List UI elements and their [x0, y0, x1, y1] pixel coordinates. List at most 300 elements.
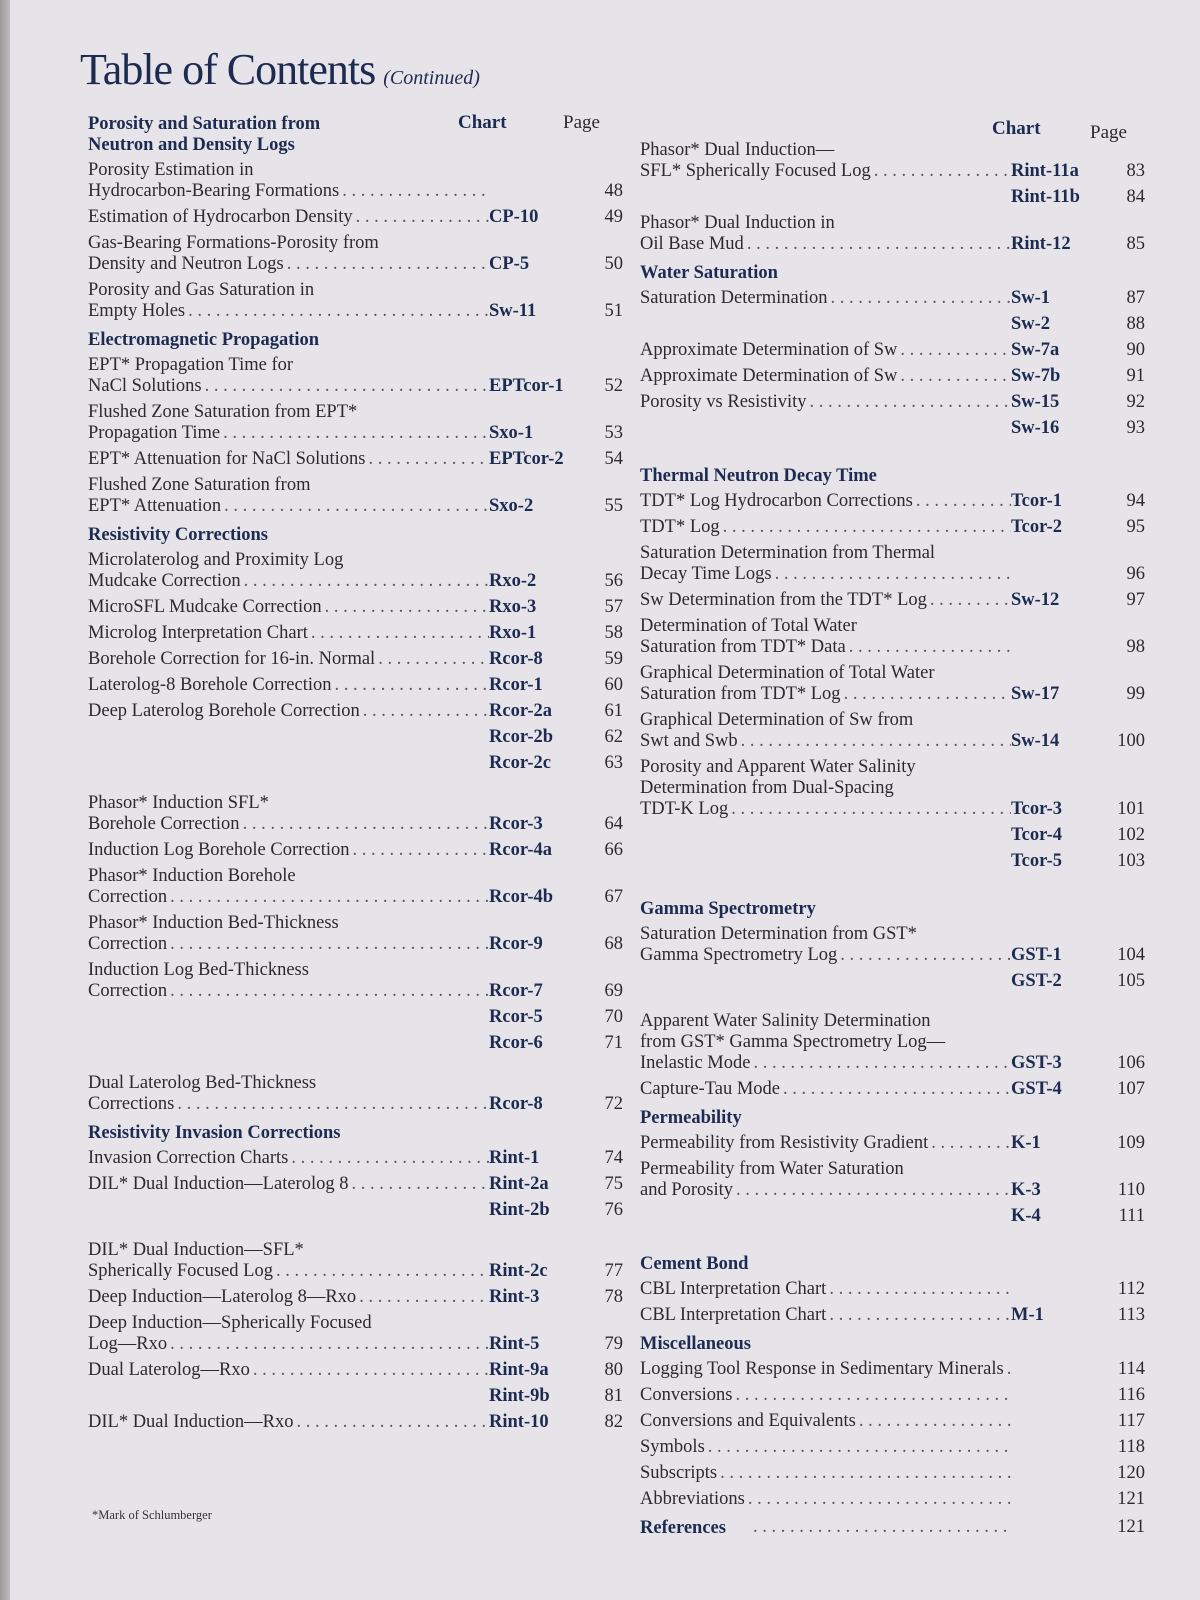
entry-line — [88, 649, 623, 670]
leader-dots — [846, 637, 1011, 658]
entry-title: Oil Base Mud — [640, 234, 744, 254]
chart-code: Rxo-2 — [489, 571, 537, 591]
page-number: 84 — [1126, 187, 1145, 207]
leader-dots — [750, 1053, 1011, 1074]
chart-code: Sw-7a — [1011, 340, 1060, 360]
chart-code: Tcor-1 — [1011, 491, 1063, 511]
leader-dots — [339, 181, 489, 202]
section-heading: Thermal Neutron Decay Time — [640, 466, 877, 486]
toc-entry — [640, 1385, 1145, 1406]
leader-dots — [167, 981, 489, 1002]
toc-entry — [88, 207, 623, 228]
leader-dots — [202, 376, 489, 397]
toc-entry — [88, 1412, 623, 1433]
toc-entry — [88, 866, 623, 908]
chart-code: Rint-9a — [489, 1360, 549, 1380]
page-number: 110 — [1117, 1180, 1145, 1200]
entry-title: DIL* Dual Induction—SFL* — [88, 1240, 304, 1260]
entry-title: Symbols — [640, 1437, 705, 1457]
entry-title: SFL* Spherically Focused Log — [640, 161, 871, 181]
toc-entry — [640, 757, 1145, 820]
toc-entry — [640, 1279, 1145, 1300]
page-number: 94 — [1126, 491, 1145, 511]
page-number: 109 — [1117, 1133, 1145, 1153]
entry-line — [88, 423, 623, 444]
entry-title: Saturation Determination — [640, 288, 828, 308]
chart-code: GST-3 — [1011, 1053, 1062, 1073]
spacer — [640, 877, 1145, 891]
toc-entry — [640, 1011, 1145, 1074]
entry-line — [640, 161, 1145, 182]
toc-left-column — [88, 112, 623, 1438]
entry-title: Phasor* Dual Induction in — [640, 213, 835, 233]
page-number: 71 — [604, 1033, 623, 1053]
chart-code: Rcor-2b — [489, 727, 554, 747]
entry-line — [88, 1073, 623, 1094]
chart-code: Rint-9b — [489, 1386, 550, 1406]
entry-line — [750, 1517, 1145, 1538]
section-heading: Permeability — [640, 1108, 742, 1128]
entry-title: Approximate Determination of Sw — [640, 366, 898, 386]
leader-dots — [733, 1180, 1011, 1201]
entry-line — [88, 701, 623, 722]
entry-title: Logging Tool Response in Sedimentary Minerals — [640, 1359, 1004, 1379]
toc-entry — [640, 213, 1145, 255]
toc-entry-continuation — [88, 727, 623, 748]
entry-title: CBL Interpretation Chart — [640, 1279, 827, 1299]
chart-code: Rcor-5 — [489, 1007, 543, 1027]
entry-line — [88, 1287, 623, 1308]
toc-entry — [640, 340, 1145, 361]
page-number: 56 — [604, 571, 623, 591]
section-heading: Cement Bond — [640, 1254, 749, 1274]
toc-entry-continuation — [640, 418, 1145, 439]
spacer — [640, 997, 1145, 1011]
chart-code: Sw-7b — [1011, 366, 1061, 386]
entry-title: Graphical Determination of Sw from — [640, 710, 914, 730]
chart-code: Rint-3 — [489, 1287, 540, 1307]
entry-title: Borehole Correction for 16-in. Normal — [88, 649, 376, 669]
entry-line — [640, 1053, 1145, 1074]
entry-title: TDT* Log — [640, 517, 720, 537]
page-number: 85 — [1126, 234, 1145, 254]
leader-dots — [284, 254, 489, 275]
chart-code: Rint-11b — [1011, 187, 1080, 207]
entry-line — [88, 1174, 623, 1195]
page-number: 93 — [1126, 418, 1145, 438]
chart-column-header: Chart — [458, 112, 507, 133]
entry-title: Conversions and Equivalents — [640, 1411, 856, 1431]
leader-dots — [897, 340, 1011, 361]
entry-line — [640, 710, 1145, 731]
leader-dots — [705, 1437, 1011, 1458]
entry-line — [640, 1463, 1145, 1484]
page-number: 107 — [1117, 1079, 1145, 1099]
entry-title: Induction Log Borehole Correction — [88, 840, 350, 860]
page-number: 105 — [1117, 971, 1145, 991]
entry-line — [88, 960, 623, 981]
chart-code: K-1 — [1011, 1133, 1041, 1153]
entry-title: Spherically Focused Log — [88, 1261, 273, 1281]
page-number: 114 — [1117, 1359, 1145, 1379]
leader-dots — [828, 288, 1011, 309]
column-header — [640, 112, 1145, 143]
page-number: 57 — [604, 597, 623, 617]
entry-line — [640, 564, 1145, 585]
entry-line — [640, 234, 1145, 255]
chart-code: Rint-5 — [489, 1334, 540, 1354]
page-number: 48 — [604, 181, 623, 201]
spacer — [640, 1232, 1145, 1246]
entry-line — [640, 543, 1145, 564]
leader-dots — [167, 934, 489, 955]
entry-line — [88, 301, 623, 322]
page-number: 58 — [604, 623, 623, 643]
section-heading: Resistivity Invasion Corrections — [88, 1123, 341, 1143]
chart-code: CP-5 — [489, 254, 530, 274]
toc-entry — [88, 1287, 623, 1308]
toc-right-column — [640, 112, 1145, 1543]
entry-line — [640, 616, 1145, 637]
entry-title: Phasor* Induction SFL* — [88, 793, 269, 813]
chart-code: Rcor-9 — [489, 934, 543, 954]
entry-line — [640, 1385, 1145, 1406]
chart-code: M-1 — [1011, 1305, 1044, 1325]
document-page — [10, 0, 1200, 1600]
page-number: 102 — [1117, 825, 1145, 845]
page-number: 103 — [1117, 851, 1145, 871]
entry-line — [88, 1094, 623, 1115]
entry-line — [640, 491, 1145, 512]
entry-title: Porosity and Gas Saturation in — [88, 280, 315, 300]
entry-title: Permeability from Resistivity Gradient — [640, 1133, 929, 1153]
leader-dots — [720, 517, 1011, 538]
toc-entry — [640, 140, 1145, 182]
entry-title: Dual Laterolog Bed-Thickness — [88, 1073, 317, 1093]
entry-line — [640, 140, 1145, 161]
chart-code: Rint-2b — [489, 1200, 550, 1220]
entry-title: Flushed Zone Saturation from EPT* — [88, 402, 358, 422]
entry-title: Borehole Correction — [88, 814, 240, 834]
chart-code: Tcor-5 — [1011, 851, 1063, 871]
chart-code: Sw-17 — [1011, 684, 1060, 704]
entry-title: Saturation Determination from Thermal — [640, 543, 936, 563]
entry-line — [640, 945, 1145, 966]
chart-code: Rcor-8 — [489, 1094, 543, 1114]
leader-dots — [826, 1279, 1011, 1300]
entry-line — [88, 1148, 623, 1169]
chart-code: Sw-2 — [1011, 314, 1051, 334]
leader-dots — [913, 491, 1011, 512]
entry-line — [88, 496, 623, 517]
chart-code: Tcor-3 — [1011, 799, 1063, 819]
entry-title: Flushed Zone Saturation from — [88, 475, 311, 495]
entry-line — [88, 402, 623, 423]
page-number: 75 — [604, 1174, 623, 1194]
entry-line — [88, 913, 623, 934]
title-text: Table of Contents — [80, 45, 376, 94]
page-number: 106 — [1117, 1053, 1145, 1073]
toc-entry — [640, 1079, 1145, 1100]
toc-entry — [640, 288, 1145, 309]
entry-title: TDT* Log Hydrocarbon Corrections — [640, 491, 913, 511]
page-number: 68 — [604, 934, 623, 954]
page-number: 69 — [604, 981, 623, 1001]
entry-title: Phasor* Induction Bed-Thickness — [88, 913, 339, 933]
toc-entry — [640, 1463, 1145, 1484]
toc-entry — [640, 491, 1145, 512]
chart-code: Rcor-2a — [489, 701, 553, 721]
entry-title: Correction — [88, 934, 168, 954]
page-number: 82 — [604, 1412, 623, 1432]
page-number: 59 — [604, 649, 623, 669]
section-heading: Water Saturation — [640, 263, 778, 283]
entry-title: Hydrocarbon-Bearing Formations — [88, 181, 340, 201]
leader-dots — [927, 590, 1011, 611]
page-number: 97 — [1126, 590, 1145, 610]
leader-dots — [273, 1261, 489, 1282]
toc-entry — [640, 392, 1145, 413]
entry-line — [88, 181, 623, 202]
leader-dots — [220, 423, 489, 444]
leader-dots — [221, 496, 489, 517]
toc-entry — [640, 1305, 1145, 1326]
chart-code: Sxo-2 — [489, 496, 534, 516]
entry-line — [640, 663, 1145, 684]
toc-entry-continuation — [88, 753, 623, 774]
toc-entry — [640, 1411, 1145, 1432]
toc-entry — [88, 475, 623, 517]
entry-line — [88, 793, 623, 814]
toc-entry — [88, 840, 623, 861]
leader-dots — [240, 814, 489, 835]
chart-code: Rint-2a — [489, 1174, 549, 1194]
leader-dots — [750, 1517, 1011, 1538]
entry-title: Gas-Bearing Formations-Porosity from — [88, 233, 379, 253]
spacer — [88, 1059, 623, 1073]
toc-entry — [88, 1148, 623, 1169]
entry-line — [88, 675, 623, 696]
toc-entry — [640, 1159, 1145, 1201]
entry-line — [88, 550, 623, 571]
entry-title: EPT* Attenuation — [88, 496, 222, 516]
entry-title: Propagation Time — [88, 423, 221, 443]
toc-entry — [88, 1313, 623, 1355]
page-number: 83 — [1126, 161, 1145, 181]
column-header — [88, 112, 623, 134]
entry-title: NaCl Solutions — [88, 376, 202, 396]
leader-dots — [780, 1079, 1011, 1100]
entry-line — [88, 280, 623, 301]
page-number: 54 — [604, 449, 623, 469]
chart-code: Rint-10 — [489, 1412, 549, 1432]
page-number: 80 — [604, 1360, 623, 1380]
entry-title: Inelastic Mode — [640, 1053, 751, 1073]
entry-line — [88, 981, 623, 1002]
toc-entry — [640, 616, 1145, 658]
entry-title: Saturation from TDT* Data — [640, 637, 846, 657]
chart-code: Rcor-6 — [489, 1033, 543, 1053]
toc-entry — [88, 1073, 623, 1115]
entry-title: Microlaterolog and Proximity Log — [88, 550, 344, 570]
toc-entry-continuation — [88, 1033, 623, 1054]
entry-title: DIL* Dual Induction—Laterolog 8 — [88, 1174, 349, 1194]
leader-dots — [745, 1489, 1011, 1510]
page-number: 70 — [604, 1007, 623, 1027]
entry-title: Capture-Tau Mode — [640, 1079, 780, 1099]
page-number: 101 — [1117, 799, 1145, 819]
leader-dots — [717, 1463, 1011, 1484]
chart-code: Sw-16 — [1011, 418, 1060, 438]
entry-line — [640, 1032, 1145, 1053]
entry-title: Conversions — [640, 1385, 733, 1405]
chart-code: GST-2 — [1011, 971, 1062, 991]
entry-title: Mudcake Correction — [88, 571, 241, 591]
page-number: 90 — [1126, 340, 1145, 360]
section-heading: Electromagnetic Propagation — [88, 330, 320, 350]
toc-entry — [750, 1517, 1145, 1538]
page-title — [80, 44, 480, 95]
chart-code: Tcor-4 — [1011, 825, 1063, 845]
entry-line — [88, 623, 623, 644]
chart-code: K-4 — [1011, 1206, 1041, 1226]
leader-dots — [871, 161, 1011, 182]
spacer — [640, 444, 1145, 458]
entry-line — [88, 355, 623, 376]
toc-entry — [88, 355, 623, 397]
leader-dots — [332, 675, 490, 696]
entry-title: Determination of Total Water — [640, 616, 857, 636]
toc-entry-continuation — [640, 314, 1145, 335]
page-number: 92 — [1126, 392, 1145, 412]
toc-entry — [640, 924, 1145, 966]
entry-line — [640, 1133, 1145, 1154]
toc-entry-continuation — [88, 1200, 623, 1221]
page-number: 81 — [604, 1386, 623, 1406]
page-number: 64 — [604, 814, 623, 834]
entry-line — [640, 517, 1145, 538]
chart-code: Rcor-3 — [489, 814, 543, 834]
chart-code: Sw-15 — [1011, 392, 1060, 412]
leader-dots — [241, 571, 489, 592]
entry-title: Subscripts — [640, 1463, 718, 1483]
chart-code: K-3 — [1011, 1180, 1041, 1200]
toc-entry — [640, 710, 1145, 752]
entry-line — [88, 1412, 623, 1433]
page-number: 49 — [604, 207, 623, 227]
chart-column-header: Chart — [992, 118, 1041, 139]
leader-dots — [322, 597, 489, 618]
chart-code: Rcor-8 — [489, 649, 543, 669]
page-number: 87 — [1126, 288, 1145, 308]
entry-line — [640, 1279, 1145, 1300]
entry-title: Correction — [88, 981, 168, 1001]
entry-title: Decay Time Logs — [640, 564, 772, 584]
page-number: 60 — [604, 675, 623, 695]
entry-title: TDT-K Log — [640, 799, 729, 819]
leader-dots — [294, 1412, 489, 1433]
toc-entry-continuation — [640, 851, 1145, 872]
page-number: 74 — [604, 1148, 623, 1168]
section-heading: Porosity and Saturation from Neutron and Density Logs — [88, 114, 321, 155]
toc-entry-continuation — [640, 1206, 1145, 1227]
toc-entry — [88, 649, 623, 670]
toc-entry — [88, 233, 623, 275]
chart-code: GST-4 — [1011, 1079, 1062, 1099]
page-number: 88 — [1126, 314, 1145, 334]
title-continued: (Continued) — [383, 67, 480, 89]
entry-line — [88, 866, 623, 887]
toc-entry-continuation — [640, 825, 1145, 846]
entry-title: DIL* Dual Induction—Rxo — [88, 1412, 294, 1432]
toc-entry — [88, 449, 623, 470]
page-column-header: Page — [563, 112, 600, 133]
chart-code: Rxo-3 — [489, 597, 537, 617]
entry-line — [88, 475, 623, 496]
entry-line — [640, 1180, 1145, 1201]
toc-entry — [88, 623, 623, 644]
toc-entry — [640, 590, 1145, 611]
leader-dots — [174, 1094, 489, 1115]
page-number: 99 — [1126, 684, 1145, 704]
entry-title: Phasor* Dual Induction— — [640, 140, 835, 160]
entry-title: Gamma Spectrometry Log — [640, 945, 838, 965]
chart-code: CP-10 — [489, 207, 539, 227]
leader-dots — [928, 1133, 1011, 1154]
entry-line — [640, 1011, 1145, 1032]
leader-dots — [250, 1360, 489, 1381]
leader-dots — [841, 684, 1011, 705]
entry-line — [640, 288, 1145, 309]
chart-code: Rcor-4a — [489, 840, 553, 860]
entry-title: Microlog Interpretation Chart — [88, 623, 308, 643]
entry-title: Porosity vs Resistivity — [640, 392, 807, 412]
page-number: 50 — [604, 254, 623, 274]
entry-title: from GST* Gamma Spectrometry Log— — [640, 1032, 946, 1052]
entry-title: Phasor* Induction Borehole — [88, 866, 296, 886]
entry-line — [640, 1159, 1145, 1180]
page-number: 79 — [604, 1334, 623, 1354]
page-number: 76 — [604, 1200, 623, 1220]
entry-line — [88, 571, 623, 592]
leader-dots — [288, 1148, 489, 1169]
leader-dots — [856, 1411, 1011, 1432]
entry-title: Determination from Dual-Spacing — [640, 778, 894, 798]
entry-title: Invasion Correction Charts — [88, 1148, 289, 1168]
spacer — [88, 1226, 623, 1240]
page-number: 112 — [1117, 1279, 1145, 1299]
entry-line — [640, 684, 1145, 705]
leader-dots — [366, 449, 490, 470]
leader-dots — [167, 887, 489, 908]
footnote: *Mark of Schlumberger — [92, 1508, 212, 1522]
toc-entry — [640, 517, 1145, 538]
entry-line — [88, 1313, 623, 1334]
entry-line — [88, 160, 623, 181]
entry-line — [640, 1489, 1145, 1510]
page-number: 51 — [604, 301, 623, 321]
leader-dots — [772, 564, 1011, 585]
page-number: 61 — [604, 701, 623, 721]
page-number: 77 — [604, 1261, 623, 1281]
toc-entry — [88, 701, 623, 722]
entry-title: Saturation from TDT* Log — [640, 684, 841, 704]
page-number: 66 — [604, 840, 623, 860]
leader-dots — [738, 731, 1011, 752]
entry-title: Corrections — [88, 1094, 175, 1114]
entry-title: Graphical Determination of Total Water — [640, 663, 935, 683]
entry-title: Induction Log Bed-Thickness — [88, 960, 309, 980]
